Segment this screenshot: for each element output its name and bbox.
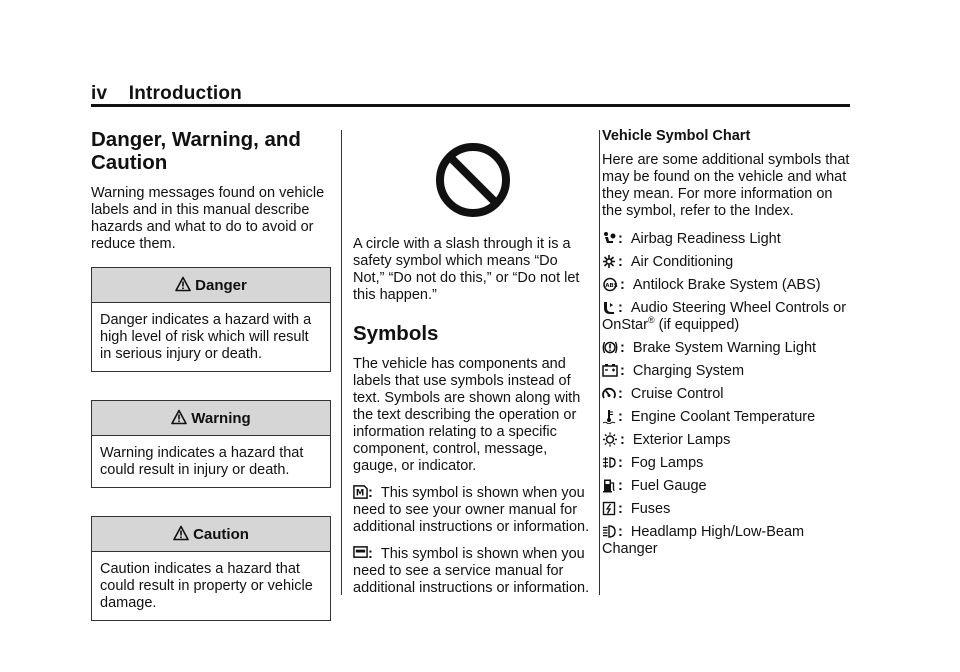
- danger-label: Danger: [195, 277, 247, 294]
- air-conditioning-icon: [602, 254, 616, 269]
- page-header: [91, 83, 242, 105]
- column-divider: [599, 130, 600, 595]
- fuse-icon: [602, 501, 616, 516]
- symbol-item: : Charging System: [602, 363, 852, 380]
- symbol-item: : Headlamp High/Low-Beam Changer: [602, 524, 805, 557]
- symbol-item: : Air Conditioning: [602, 254, 852, 271]
- header-rule: [91, 104, 850, 107]
- warning-triangle-icon: [171, 409, 187, 425]
- owner-manual-paragraph: M : This symbol is shown when you need to see your owner manual for additional instructions or information.: [353, 485, 590, 535]
- fuel-pump-icon: [602, 478, 616, 493]
- symbols-heading: Symbols: [353, 322, 439, 345]
- symbols-paragraph: The vehicle has components and labels that use symbols instead of text. Symbols are shown along with the text describing the operation or information relating to a specific component, control, message, gauge, or indicator.: [353, 356, 581, 474]
- service-manual-icon: [353, 545, 368, 560]
- airbag-icon: [602, 231, 616, 246]
- caution-box: [91, 516, 331, 621]
- steering-wheel-audio-icon: [602, 300, 616, 315]
- symbol-chart-intro: Here are some additional symbols that may be found on the vehicle and what they mean. For more information on the symbol, refer to the Index.: [602, 152, 850, 219]
- column-divider: [341, 130, 342, 595]
- svg-text:ABS: ABS: [605, 283, 618, 289]
- danger-text: Danger indicates a hazard with a high level of risk which will result in serious injury or death.: [100, 312, 312, 362]
- cruise-control-icon: [602, 386, 616, 401]
- symbol-item: : Engine Coolant Temperature: [602, 409, 852, 426]
- coolant-temperature-icon: [602, 409, 616, 424]
- battery-icon: [602, 363, 618, 378]
- service-manual-paragraph: : This symbol is shown when you need to see a service manual for additional instructions or information.: [353, 546, 590, 596]
- fog-lamp-icon: [602, 455, 616, 470]
- intro-paragraph: Warning messages found on vehicle labels and in this manual describe hazards and what to do to avoid or reduce them.: [91, 185, 325, 252]
- section-heading: Danger, Warning, and Caution: [91, 128, 301, 174]
- warning-box-header: [92, 401, 330, 436]
- headlamp-icon: [602, 524, 616, 539]
- page-number: iv: [91, 83, 108, 104]
- do-not-symbol-icon: [433, 140, 513, 220]
- warning-text: Warning indicates a hazard that could result in injury or death.: [100, 445, 304, 478]
- danger-box: [91, 267, 331, 372]
- section-title: Introduction: [128, 83, 242, 104]
- exterior-lamp-icon: [602, 432, 618, 447]
- column-symbol-chart: [602, 128, 852, 564]
- symbol-item: : Audio Steering Wheel Controls or OnStar® (if equipped): [602, 300, 847, 333]
- warning-triangle-icon: [173, 525, 189, 541]
- symbol-item: : Exterior Lamps: [602, 432, 852, 449]
- abs-icon: [602, 277, 618, 292]
- svg-text:M: M: [355, 487, 365, 498]
- symbol-item: : Cruise Control: [602, 386, 852, 403]
- symbol-item: : Fuses: [602, 501, 852, 518]
- warning-box: [91, 400, 331, 488]
- brake-warning-icon: [602, 340, 618, 355]
- symbol-item: : Fog Lamps: [602, 455, 852, 472]
- symbol-item: : Fuel Gauge: [602, 478, 852, 495]
- column-danger-warning: [91, 128, 331, 621]
- owner-manual-icon: [353, 484, 368, 499]
- danger-box-header: [92, 268, 330, 303]
- symbol-item: : Airbag Readiness Light: [602, 231, 852, 248]
- warning-triangle-icon: [175, 276, 191, 292]
- column-symbols: [353, 140, 593, 606]
- caution-text: Caution indicates a hazard that could result in property or vehicle damage.: [100, 561, 313, 611]
- caution-label: Caution: [193, 526, 249, 543]
- caution-box-header: [92, 517, 330, 552]
- warning-label: Warning: [191, 410, 251, 427]
- symbol-item: ABS : Antilock Brake System (ABS): [602, 277, 852, 294]
- symbol-chart-title: Vehicle Symbol Chart: [602, 128, 751, 144]
- symbol-item: : Brake System Warning Light: [602, 340, 852, 357]
- circle-slash-paragraph: A circle with a slash through it is a safety symbol which means “Do Not,” “Do not do this,” or “Do not let this happen.”: [353, 236, 580, 303]
